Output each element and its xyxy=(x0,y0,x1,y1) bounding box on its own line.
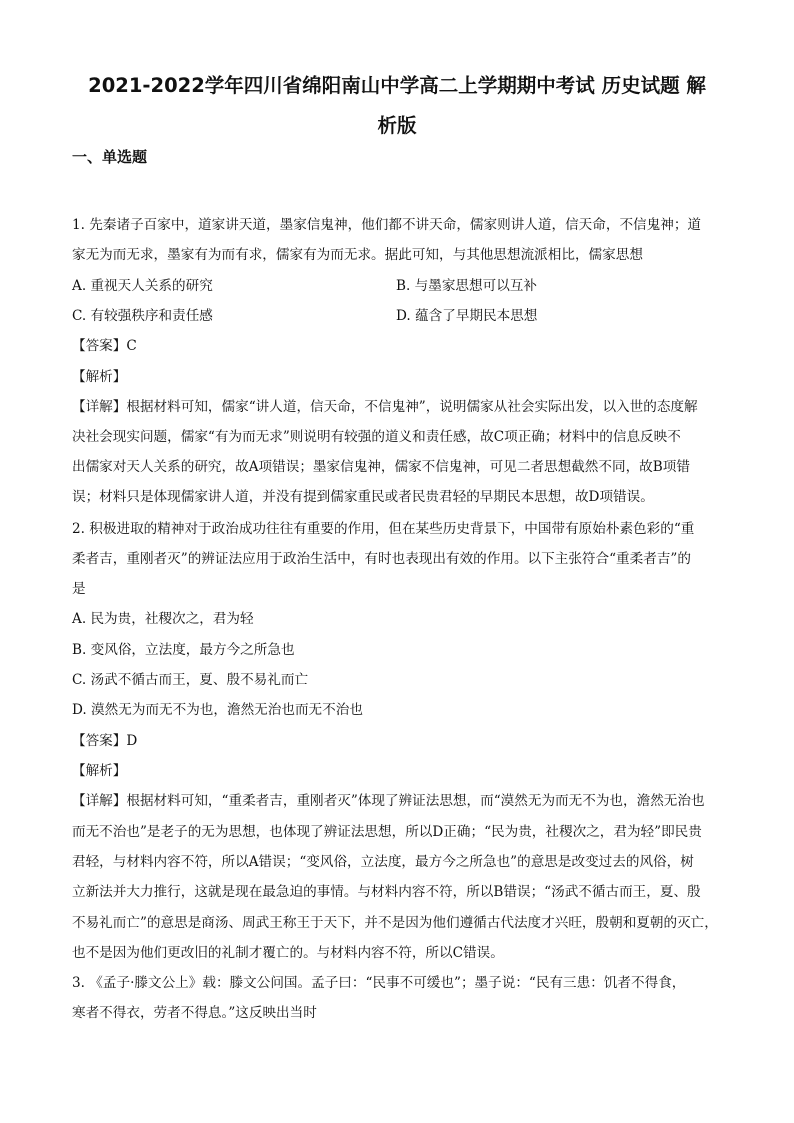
q2-option-d: D. 漠然无为而无不为也，澹然无治也而无不治也 xyxy=(72,702,363,718)
q2-stem-line-3: 是 xyxy=(72,581,86,597)
q2-answer: 【答案】D xyxy=(72,733,138,749)
q2-detail-line-5: 不易礼而亡”的意思是商汤、周武王称王于天下，并不是因为他们遵循古代法度才兴旺，殷朝和夏朝的灭亡， xyxy=(72,915,718,931)
q2-detail-line-2: 而无不治也”是老子的无为思想，也体现了辨证法思想，所以D正确；“民为贵，社稷次之，君为轻”即民贵 xyxy=(72,824,702,840)
q1-answer: 【答案】C xyxy=(72,338,137,354)
q2-option-a: A. 民为贵，社稷次之，君为轻 xyxy=(72,611,254,627)
q1-option-c: C. 有较强秩序和责任感 xyxy=(72,308,213,324)
title-line-1: 2021-2022学年四川省绵阳南山中学高二上学期期中考试 历史试题 解 xyxy=(88,74,706,97)
q1-detail-line-3: 出儒家对天人关系的研究，故A项错误；墨家信鬼神，儒家不信鬼神，可见二者思想截然不同，故B项错 xyxy=(72,459,690,475)
q2-stem-line-2: 柔者吉，重刚者灭”的辨证法应用于政治生活中，有时也表现出有效的作用。以下主张符合“重柔者吉”的 xyxy=(72,551,691,567)
q1-detail-line-1: 【详解】根据材料可知，儒家“讲人道，信天命，不信鬼神”，说明儒家从社会实际出发，以入世的态度解 xyxy=(72,399,698,415)
q1-option-b: B. 与墨家思想可以互补 xyxy=(396,278,537,294)
q1-stem-line-2: 家无为而无求，墨家有为而有求，儒家有为而无求。据此可知，与其他思想流派相比，儒家思想 xyxy=(72,247,643,263)
title-line-2: 析版 xyxy=(377,114,417,137)
q3-stem-line-1: 3. 《孟子·滕文公上》载：滕文公问国。孟子曰：“民事不可缓也”；墨子说：“民有三患：饥者不得食， xyxy=(72,975,686,991)
page-title xyxy=(60,66,734,146)
section-heading: 一、单选题 xyxy=(72,148,148,166)
q2-detail-line-6: 也不是因为他们更改旧的礼制才覆亡的。与材料内容不符，所以C错误。 xyxy=(72,945,504,961)
q2-detail-line-3: 君轻，与材料内容不符，所以A错误；“变风俗，立法度，最方今之所急也”的意思是改变过去的风俗，树 xyxy=(72,854,694,870)
q1-option-a: A. 重视天人关系的研究 xyxy=(72,278,213,294)
q2-option-b: B. 变风俗，立法度，最方今之所急也 xyxy=(72,642,295,658)
q1-option-d: D. 蕴含了早期民本思想 xyxy=(396,308,538,324)
q2-stem-line-1: 2. 积极进取的精神对于政治成功往往有重要的作用，但在某些历史背景下，中国带有原始朴素色彩的“重 xyxy=(72,521,695,537)
q2-analysis-label: 【解析】 xyxy=(72,763,127,779)
q3-stem-line-2: 寒者不得衣，劳者不得息。”这反映出当时 xyxy=(72,1005,317,1021)
q2-detail-line-1: 【详解】根据材料可知，“重柔者吉，重刚者灭”体现了辨证法思想，而“漠然无为而无不为也，澹然无治也 xyxy=(72,793,705,809)
q1-detail-line-4: 误；材料只是体现儒家讲人道，并没有提到儒家重民或者民贵君轻的早期民本思想，故D项错误。 xyxy=(72,489,654,505)
q1-analysis-label: 【解析】 xyxy=(72,369,127,385)
q2-option-c: C. 汤武不循古而王，夏、殷不易礼而亡 xyxy=(72,672,309,688)
q2-detail-line-4: 立新法并大力推行，这就是现在最急迫的事情。与材料内容不符，所以B错误；“汤武不循古而王，夏、殷 xyxy=(72,884,701,900)
q1-stem-line-1: 1. 先秦诸子百家中，道家讲天道，墨家信鬼神，他们都不讲天命，儒家则讲人道，信天命，不信鬼神；道 xyxy=(72,217,702,233)
q1-detail-line-2: 决社会现实问题，儒家“有为而无求”则说明有较强的道义和责任感，故C项正确；材料中的信息反映不 xyxy=(72,429,681,445)
